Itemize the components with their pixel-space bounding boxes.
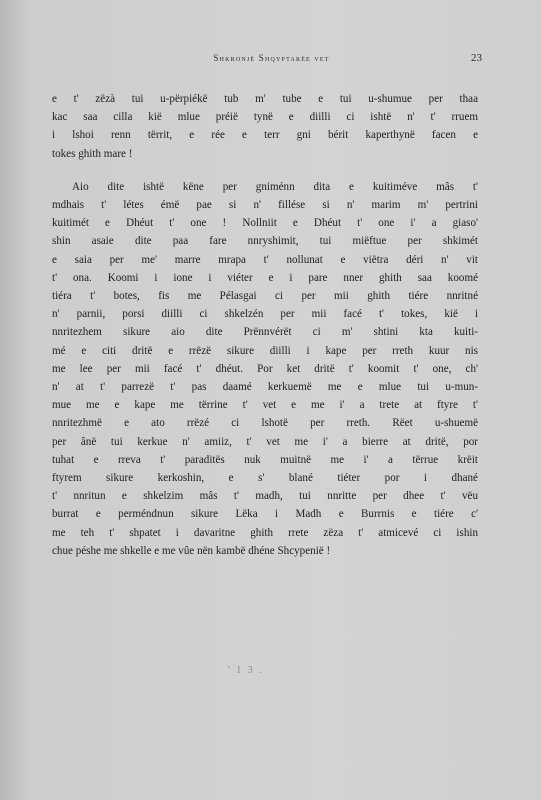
text-line: nnritezhmë e ato rrëzé ci lshotë per rreth. Rëet u-shuemë xyxy=(52,417,478,430)
text-line: mé e citi dritë e rrëzë sikure diilli i kape per rreth kuur nis xyxy=(52,344,478,357)
text-line: nnritezhem sikure aio dite Prënnvérët ci m' shtini kta kuiti- xyxy=(52,326,478,339)
paragraph-2 xyxy=(52,178,478,560)
text-line: kuitimét e Dhéut t' one ! Nollniit e Dhéut t' one i' a giaso' xyxy=(52,217,478,230)
body-text xyxy=(52,90,478,560)
text-line: tuhat e rreva t' paraditës nuk muitnë me i' a tërrue krëit xyxy=(52,453,478,466)
running-title: Shkronjë Shqyptarëe vet xyxy=(213,53,330,63)
text-line: me lee per mii facé t' dhéut. Por ket dritë t' koomit t' one, ch' xyxy=(52,362,478,375)
page-number: 23 xyxy=(471,52,482,64)
paragraph-gap xyxy=(52,163,478,178)
text-line: per ânë tui kerkue n' amiiz, t' vet me i' a bierre at dritë, por xyxy=(52,435,478,448)
text-line: me teh t' shpatet i davaritne ghith rrete zëza t' atmicevé ci ishin xyxy=(52,526,478,539)
text-line: chue péshe me shkelle e me vûe nën kambë dhéne Shcypenië ! xyxy=(52,544,331,557)
text-line: mdhais t' létes émë pae si n' fillése si n' marim m' pertrini xyxy=(52,199,478,212)
text-line: burrat e perméndnun sikure Lëka i Madh e Burrnis e tiére c' xyxy=(52,508,478,521)
text-line: tiéra t' botes, fis me Pélasgai ci per mii ghith tiére nnritné xyxy=(52,290,478,303)
text-line: tokes ghith mare ! xyxy=(52,147,133,160)
text-line: e t' zëzà tui u-përpiékë tub m' tube e tui u-shumue per thaa xyxy=(52,93,478,105)
text-line: e saia per me' marre mrapa t' nollunat e viëtra déri n' vit xyxy=(52,253,478,266)
page-header xyxy=(52,52,482,64)
text-line: ftyrem sikure kerkoshin, e s' blané tiéter por i dhané xyxy=(52,472,478,485)
paragraph-1 xyxy=(52,90,478,163)
text-line: i lshoi renn tërrit, e rée e terr gni bérit kaperthynë facen e xyxy=(52,129,478,142)
text-line: shin asaie dite paa fare nnryshimit, tui miëftue per shkimét xyxy=(52,235,478,248)
text-line: n' at t' parrezë t' pas daamé kerkuemë me e mlue tui u-mun- xyxy=(52,381,478,394)
text-line: kac saa cilla kië mlue préië tynë e diilli ci ishtë n' t' rruem xyxy=(52,111,478,124)
text-line: n' parnii, porsi diilli ci shkelzén per mii facé t' tokes, kië i xyxy=(52,308,478,321)
text-line: t' ona. Koomi i ione i viéter e i pare nner ghith saa koomé xyxy=(52,271,478,284)
text-line: mue me e kape me tërrine t' vet e me i' a trete at ftyre t' xyxy=(52,399,478,412)
text-line: Aio dite ishtë këne per gniménn dita e kuitiméve mâs t' xyxy=(72,180,478,193)
footer-mark: ' 1 3 . xyxy=(228,665,264,676)
text-line: t' nnritun e shkelzim mâs t' madh, tui nnritte per dhee t' vëu xyxy=(52,490,478,503)
